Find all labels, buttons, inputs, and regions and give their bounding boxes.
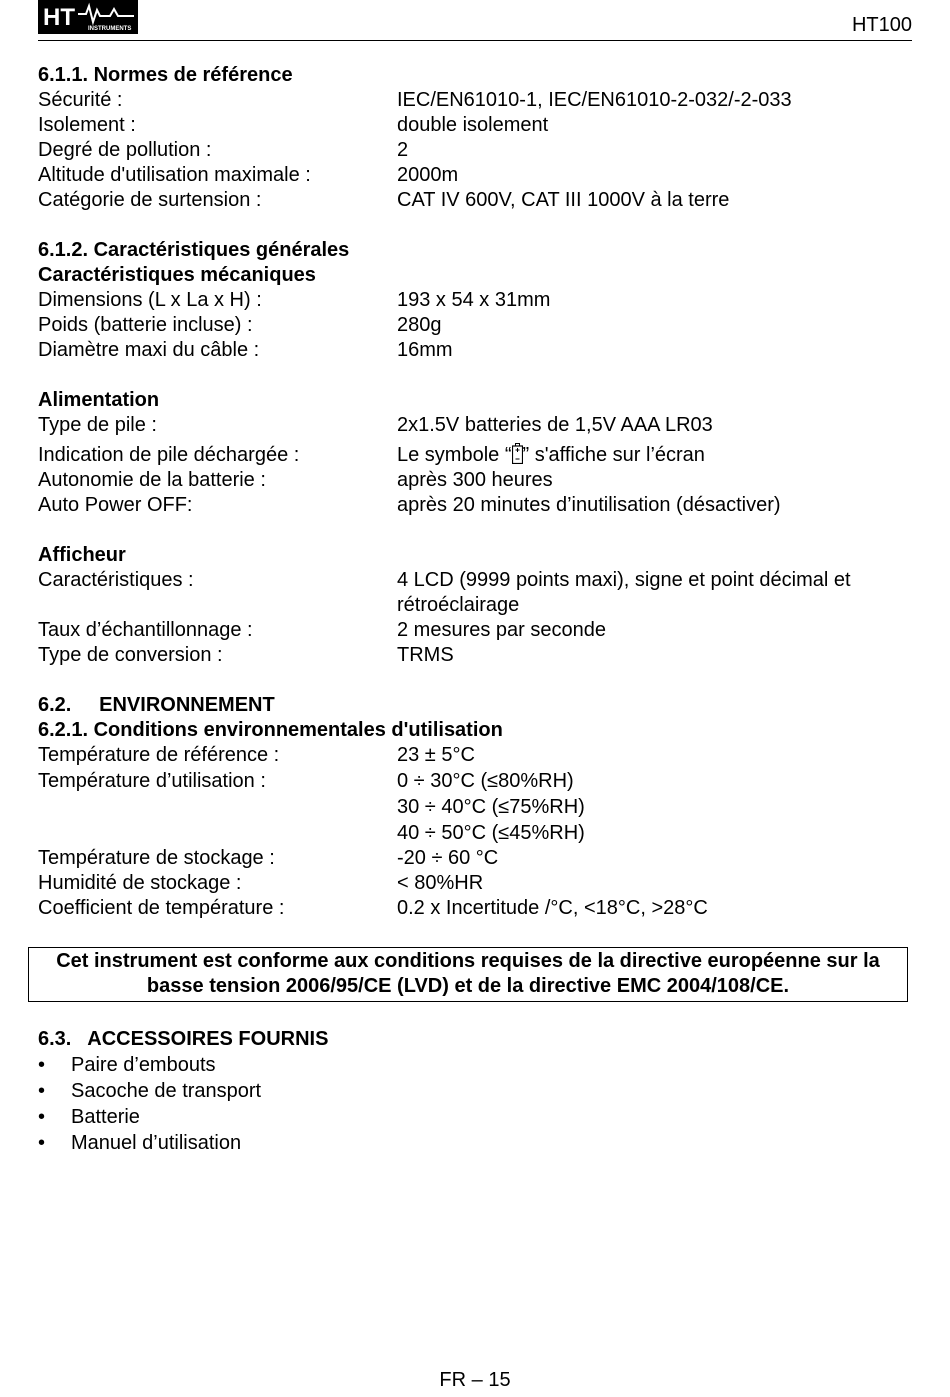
compliance-notice: Cet instrument est conforme aux conditions requises de la directive européenne sur la basse tension 2006/95/CE (LVD) et de la directive EMC 2004/108/CE. [28,947,908,1002]
spec-row-storage-temp: Température de stockage : -20 ÷ 60 °C [38,847,499,869]
heading-611: 6.1.1. Normes de référence [38,64,293,86]
list-item: • Paire d’embouts [38,1052,912,1078]
list-item: • Batterie [38,1104,912,1130]
list-item: • Sacoche de transport [38,1078,912,1104]
heading-mechanical: Caractéristiques mécaniques [38,264,316,286]
spec-row-safety: Sécurité : IEC/EN61010-1, IEC/EN61010-2-032/-2-033 [38,89,792,111]
logo-text: HT [43,4,75,31]
spec-row-display-features: Caractéristiques : 4 LCD (9999 points maxi), signe et point décimal et rétroéclairage [38,569,851,616]
spec-row-autonomy: Autonomie de la batterie : après 300 heures [38,469,553,491]
spec-row-storage-humidity: Humidité de stockage : < 80%HR [38,872,484,894]
spec-row-temp-coefficient: Coefficient de température : 0.2 x Incertitude /°C, <18°C, >28°C [38,897,708,919]
battery-icon [512,443,523,464]
heading-621: 6.2.1. Conditions environnementales d'utilisation [38,719,503,741]
spec-row-dimensions: Dimensions (L x La x H) : 193 x 54 x 31mm [38,289,551,311]
spec-row-overvoltage: Catégorie de surtension : CAT IV 600V, CAT III 1000V à la terre [38,189,730,211]
heading-62: 6.2. ENVIRONNEMENT [38,694,275,716]
spec-row-ref-temp: Température de référence : 23 ± 5°C [38,744,475,766]
spec-row-cable: Diamètre maxi du câble : 16mm [38,339,453,361]
heading-63: 6.3. ACCESSOIRES FOURNIS [38,1028,329,1050]
spec-row-conversion: Type de conversion : TRMS [38,644,454,666]
document-id: HT100 [851,14,912,36]
spec-row-auto-power-off: Auto Power OFF: après 20 minutes d’inutilisation (désactiver) [38,494,781,516]
accessories-list [38,1052,912,1156]
heading-power: Alimentation [38,389,160,411]
list-item: • Manuel d’utilisation [38,1130,912,1156]
spec-row-sampling-rate: Taux d’échantillonnage : 2 mesures par seconde [38,619,607,641]
page-content [38,63,912,1156]
spec-row-battery-type: Type de pile : 2x1.5V batteries de 1,5V AAA LR03 [38,414,713,436]
heading-612: 6.1.2. Caractéristiques générales [38,239,350,261]
spec-row-low-battery: Indication de pile déchargée : Le symbole “ ” s'affiche sur l’écran [38,444,705,466]
page-number: FR – 15 [439,1369,511,1391]
spec-row-altitude: Altitude d'utilisation maximale : 2000m [38,164,459,186]
spec-row-op-temp: Température d’utilisation : 0 ÷ 30°C (≤80%RH) 30 ÷ 40°C (≤75%RH) 40 ÷ 50°C (≤45%RH) [38,770,585,844]
spec-row-pollution: Degré de pollution : 2 [38,139,409,161]
logo-subtext: INSTRUMENTS [88,26,132,32]
spec-row-insulation: Isolement : double isolement [38,114,549,136]
page-header [38,0,912,41]
spec-row-weight: Poids (batterie incluse) : 280g [38,314,442,336]
heading-display: Afficheur [38,544,126,566]
ht-instruments-logo [38,0,138,34]
